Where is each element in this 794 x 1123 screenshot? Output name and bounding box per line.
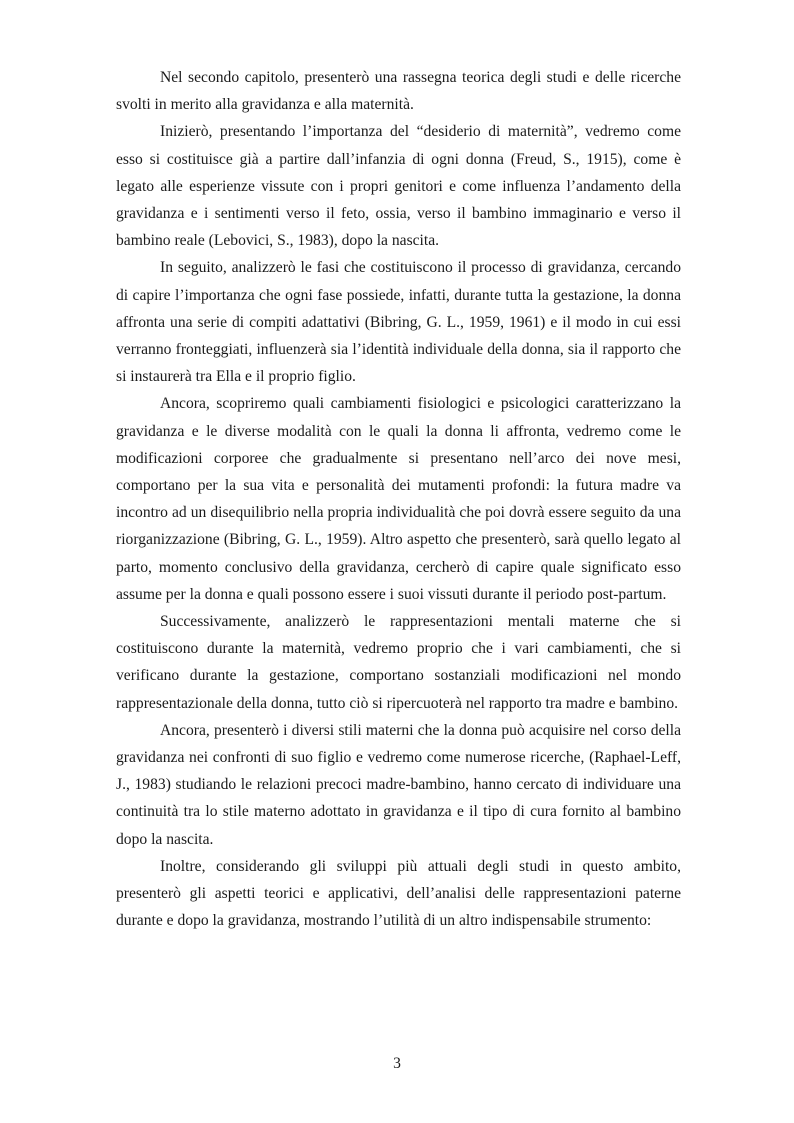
paragraph-7: Inoltre, considerando gli sviluppi più attuali degli studi in questo ambito, presenterò gli aspetti teorici e applicativi, dell’analisi delle rappresentazioni paterne durante e dopo la gravidanza, mostrando l’utilità di un altro indispensabile strumento: — [116, 857, 681, 930]
paragraph-6: Ancora, presenterò i diversi stili materni che la donna può acquisire nel corso della gravidanza nei confronti di suo figlio e vedremo come numerose ricerche, (Raphael-Leff, J., 1983) studiando le relazioni precoci madre-bambino, hanno cercato di individuare una continuità tra lo stile materno adottato in gravidanza e il tipo di cura fornito al bambino dopo la nascita. — [116, 721, 681, 848]
paragraph-1: Nel secondo capitolo, presenterò una rassegna teorica degli studi e delle ricerche svolti in merito alla gravidanza e alla maternità. — [116, 69, 681, 114]
paragraph-4: Ancora, scopriremo quali cambiamenti fisiologici e psicologici caratterizzano la gravidanza e le diverse modalità con le quali la donna li affronta, vedremo come le modificazioni corporee che gradualmente si presentano nell’arco dei nove mesi, comportano per la sua vita e personalità dei mutamenti profondi: la futura madre va incontro ad un disequilibrio nella propria individualità che poi dovrà essere seguito da una riorganizzazione (Bibring, G. L., 1959). Altro aspetto che presenterò, sarà quello legato al parto, momento conclusivo della gravidanza, cercherò di capire quale significato esso assume per la donna e quali possono essere i suoi vissuti durante il periodo post-partum. — [116, 395, 681, 603]
paragraph-3: In seguito, analizzerò le fasi che costituiscono il processo di gravidanza, cercando di capire l’importanza che ogni fase possiede, infatti, durante tutta la gestazione, la donna affronta una serie di compiti adattativi (Bibring, G. L., 1959, 1961) e il modo in cui essi verranno fronteggiati, influenzerà sia l’identità individuale della donna, sia il rapporto che si instaurerà tra Ella e il proprio figlio. — [116, 259, 681, 386]
paragraph-2: Inizierò, presentando l’importanza del “desiderio di maternità”, vedremo come esso si costituisce già a partire dall’infanzia di ogni donna (Freud, S., 1915), come è legato alle esperienze vissute con i propri genitori e come influenza l’andamento della gravidanza e i sentimenti verso il feto, ossia, verso il bambino immaginario e verso il bambino reale (Lebovici, S., 1983), dopo la nascita. — [116, 123, 681, 250]
page-number: 3 — [393, 1055, 401, 1072]
paragraph-5: Successivamente, analizzerò le rappresentazioni mentali materne che si costituiscono durante la maternità, vedremo proprio che i vari cambiamenti, che si verificano durante la gestazione, comportano sostanziali modificazioni nel mondo rappresentazionale della donna, tutto ciò si ripercuoterà nel rapporto tra madre e bambino. — [116, 613, 681, 712]
document-body — [116, 64, 681, 935]
